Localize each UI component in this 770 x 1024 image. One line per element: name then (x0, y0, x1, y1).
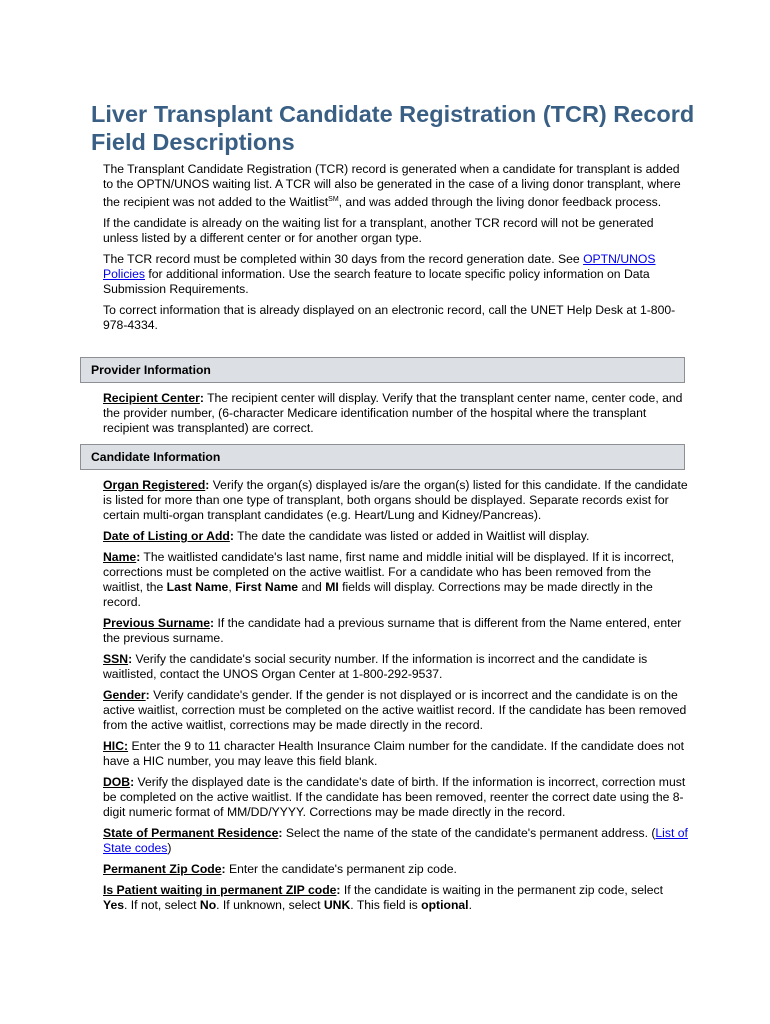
section-header-candidate: Candidate Information (80, 444, 685, 470)
state-codes-link[interactable]: List of State codes (103, 826, 688, 855)
intro-section (103, 162, 688, 339)
field-permanent-zip: Permanent Zip Code: Enter the candidate's permanent zip code. (103, 862, 457, 876)
section-header-provider: Provider Information (80, 357, 685, 383)
field-name: Name: The waitlisted candidate's last name, first name and middle initial will be displayed. If it is incorrect, corrections must be completed on the active waitlist. For a candidate who has been removed from the waitlist, the Last Name, First Name and MI fields will display. Corrections may be made directly in the record. (103, 550, 675, 609)
page-title: Liver Transplant Candidate Registration (TCR) Record Field Descriptions (91, 101, 695, 155)
field-previous-surname: Previous Surname: If the candidate had a previous surname that is different from the Name entered, enter the previous surname. (103, 616, 682, 645)
field-recipient-center: Recipient Center: The recipient center will display. Verify that the transplant center name, center code, and the provider number, (6-character Medicare identification number of the hospital where the transplant recipient was transplanted) are correct. (103, 391, 683, 435)
optn-unos-policies-link[interactable]: OPTN/UNOS Policies (103, 252, 656, 282)
field-waiting-in-zip: Is Patient waiting in permanent ZIP code: If the candidate is waiting in the permanent zip code, select Yes. If not, select No. If unknown, select UNK. This field is optional. (103, 883, 663, 912)
field-organ-registered: Organ Registered: Verify the organ(s) displayed is/are the organ(s) listed for this candidate. If the candidate is listed for more than one type of transplant, both organs should be displayed. Separate records exist for certain multi-organ transplant candidates (e.g. Heart/Lung and Kidney/Pancreas). (103, 478, 688, 522)
field-hic: HIC: Enter the 9 to 11 character Health Insurance Claim number for the candidate. If the candidate does not have a HIC number, you may leave this field blank. (103, 739, 685, 768)
intro-paragraph-4: To correct information that is already displayed on an electronic record, call the UNET Help Desk at 1-800-978-4334. (103, 303, 676, 333)
intro-paragraph-2: If the candidate is already on the waiting list for a transplant, another TCR record will not be generated unless listed by a different center or for another organ type. (103, 216, 654, 246)
field-dob: DOB: Verify the displayed date is the candidate's date of birth. If the information is incorrect, correction must be completed on the active waitlist. If the candidate has been removed, reenter the correct date using the 8-digit numeric format of MM/DD/YYYY. Corrections may be made directly in the record. (103, 775, 686, 819)
candidate-fields (103, 478, 688, 919)
field-state-of-residence: State of Permanent Residence: Select the name of the state of the candidate's permanent address. (List of State codes) (103, 826, 688, 855)
field-gender: Gender: Verify candidate's gender. If the gender is not displayed or is incorrect and the candidate is on the active waitlist, correction must be completed on the active waitlist record. If the candidate has been removed from the active waitlist, corrections may be made directly in the record. (103, 688, 687, 732)
provider-fields (103, 391, 688, 442)
field-date-of-listing: Date of Listing or Add: The date the candidate was listed or added in Waitlist will display. (103, 529, 590, 543)
intro-paragraph-3: The TCR record must be completed within 30 days from the record generation date. See OPTN/UNOS Policies for additional information. Use the search feature to locate specific policy information on Data Submission Requirements. (103, 252, 656, 297)
field-ssn: SSN: Verify the candidate's social security number. If the information is incorrect and the candidate is waitlisted, contact the UNOS Organ Center at 1-800-292-9537. (103, 652, 648, 681)
intro-paragraph-1: The Transplant Candidate Registration (TCR) record is generated when a candidate for transplant is added to the OPTN/UNOS waiting list. A TCR will also be generated in the case of a living donor transplant, where the recipient was not added to the Waitlist℠, and was added through the living donor feedback process. (103, 162, 681, 210)
